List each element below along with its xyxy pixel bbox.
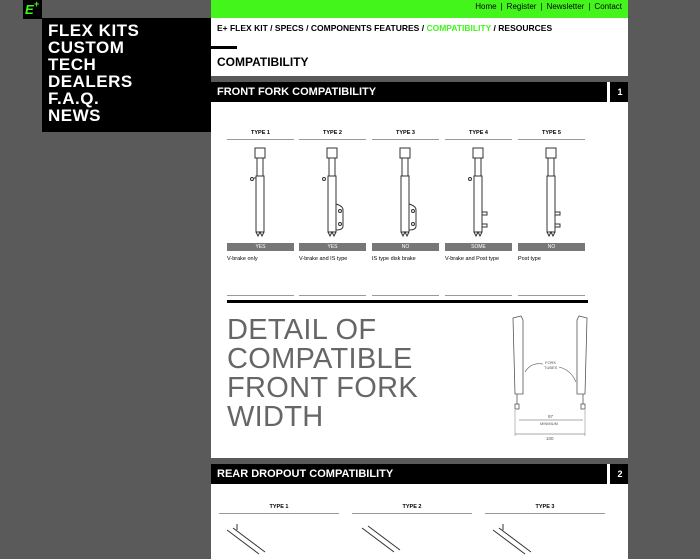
top-bar bbox=[211, 0, 628, 18]
divider bbox=[227, 295, 294, 296]
breadcrumb-separator: / bbox=[306, 23, 309, 33]
rear-type-label: TYPE 1 bbox=[219, 504, 339, 514]
diagram-label: FORK bbox=[545, 360, 557, 365]
fork-width-diagram bbox=[501, 312, 601, 442]
fork-type-1 bbox=[227, 130, 294, 262]
nav-separator: | bbox=[588, 2, 591, 11]
detail-title-line: COMPATIBLE bbox=[227, 343, 413, 375]
detail-title-line: FRONT FORK bbox=[227, 372, 418, 404]
nav-home-link[interactable]: Home bbox=[475, 2, 497, 11]
section-number: 1 bbox=[608, 82, 628, 102]
fork-type-5 bbox=[518, 130, 585, 262]
main-menu bbox=[42, 18, 211, 132]
title-rule bbox=[211, 46, 237, 49]
rear-type-1 bbox=[219, 504, 339, 559]
breadcrumb-separator: / bbox=[421, 23, 425, 33]
fork-type-label: TYPE 4 bbox=[445, 130, 512, 140]
top-nav bbox=[475, 2, 622, 11]
fork-type-4-icon bbox=[459, 146, 499, 238]
fork-type-5-icon bbox=[532, 146, 572, 238]
section-header-front-fork bbox=[211, 82, 607, 102]
nav-separator: | bbox=[500, 2, 503, 11]
detail-title bbox=[227, 316, 457, 432]
fork-type-desc: V-brake only bbox=[227, 256, 258, 262]
page-title: COMPATIBILITY bbox=[217, 55, 309, 69]
nav-register-link[interactable]: Register bbox=[506, 2, 537, 11]
menu-item-flex-kits[interactable]: FLEX KITS bbox=[48, 21, 140, 40]
section-number: 2 bbox=[608, 464, 628, 484]
rear-type-label: TYPE 2 bbox=[352, 504, 472, 514]
fork-type-1-icon bbox=[241, 146, 281, 238]
fork-type-status: YES bbox=[227, 243, 294, 251]
breadcrumb-separator: / bbox=[493, 23, 496, 33]
rear-type-label: TYPE 3 bbox=[485, 504, 605, 514]
menu-item-news[interactable]: NEWS bbox=[48, 106, 101, 125]
menu-item-custom[interactable]: CUSTOM bbox=[48, 38, 125, 57]
fork-type-desc: IS type disk brake bbox=[372, 256, 416, 262]
fork-type-desc: V-brake and IS type bbox=[299, 256, 348, 262]
fork-type-status: NO bbox=[518, 243, 585, 251]
fork-types bbox=[227, 130, 607, 300]
rear-type-1-icon bbox=[219, 520, 339, 559]
logo-letter: E bbox=[25, 2, 34, 17]
fork-type-3-icon bbox=[386, 146, 426, 238]
rear-type-3-icon bbox=[485, 520, 605, 559]
menu-item-faq[interactable]: F.A.Q. bbox=[48, 89, 100, 108]
divider bbox=[445, 295, 512, 296]
section-header-rear-dropout bbox=[211, 464, 607, 484]
divider bbox=[518, 295, 585, 296]
rear-type-3 bbox=[485, 504, 605, 559]
nav-contact-link[interactable]: Contact bbox=[594, 2, 622, 11]
content-panel bbox=[211, 18, 628, 559]
divider bbox=[372, 295, 439, 296]
fork-type-3 bbox=[372, 130, 439, 262]
nav-separator: | bbox=[540, 2, 543, 11]
menu-item-tech[interactable]: TECH bbox=[48, 55, 97, 74]
fork-type-status: YES bbox=[299, 243, 366, 251]
fork-type-label: TYPE 5 bbox=[518, 130, 585, 140]
rear-type-2-icon bbox=[352, 520, 472, 559]
logo-plus: + bbox=[34, 0, 40, 9]
breadcrumb-resources[interactable]: RESOURCES bbox=[498, 23, 553, 33]
detail-title-line: WIDTH bbox=[227, 401, 324, 433]
menu-item-dealers[interactable]: DEALERS bbox=[48, 72, 133, 91]
fork-type-status: SOME bbox=[445, 243, 512, 251]
breadcrumb-flex-kit[interactable]: E+ FLEX KIT bbox=[217, 23, 268, 33]
fork-type-4 bbox=[445, 130, 512, 262]
breadcrumb-specs[interactable]: SPECS bbox=[274, 23, 304, 33]
nav-newsletter-link[interactable]: Newsletter bbox=[546, 2, 585, 11]
fork-type-label: TYPE 3 bbox=[372, 130, 439, 140]
diagram-label: TUBES bbox=[544, 365, 558, 370]
fork-type-desc: V-brake and Post type bbox=[445, 256, 500, 262]
fork-type-desc: Post type bbox=[518, 256, 541, 262]
diagram-label: 100 bbox=[546, 436, 554, 441]
breadcrumb-separator: / bbox=[270, 23, 273, 33]
section-title: FRONT FORK COMPATIBILITY bbox=[217, 86, 377, 98]
breadcrumb-components[interactable]: COMPONENTS FEATURES bbox=[310, 23, 420, 33]
breadcrumb-compatibility[interactable]: COMPATIBILITY bbox=[426, 23, 492, 33]
logo[interactable] bbox=[23, 0, 42, 19]
detail-title-line: DETAIL OF bbox=[227, 314, 377, 346]
fork-type-2 bbox=[299, 130, 366, 262]
section-divider bbox=[227, 300, 588, 303]
section-title: REAR DROPOUT COMPATIBILITY bbox=[217, 468, 394, 480]
fork-type-label: TYPE 2 bbox=[299, 130, 366, 140]
rear-type-2 bbox=[352, 504, 472, 559]
fork-type-label: TYPE 1 bbox=[227, 130, 294, 140]
divider bbox=[299, 295, 366, 296]
diagram-label: MINIMUM bbox=[540, 421, 558, 426]
fork-type-status: NO bbox=[372, 243, 439, 251]
breadcrumb bbox=[217, 23, 552, 33]
fork-type-2-icon bbox=[313, 146, 353, 238]
diagram-label: 97 bbox=[548, 414, 554, 419]
